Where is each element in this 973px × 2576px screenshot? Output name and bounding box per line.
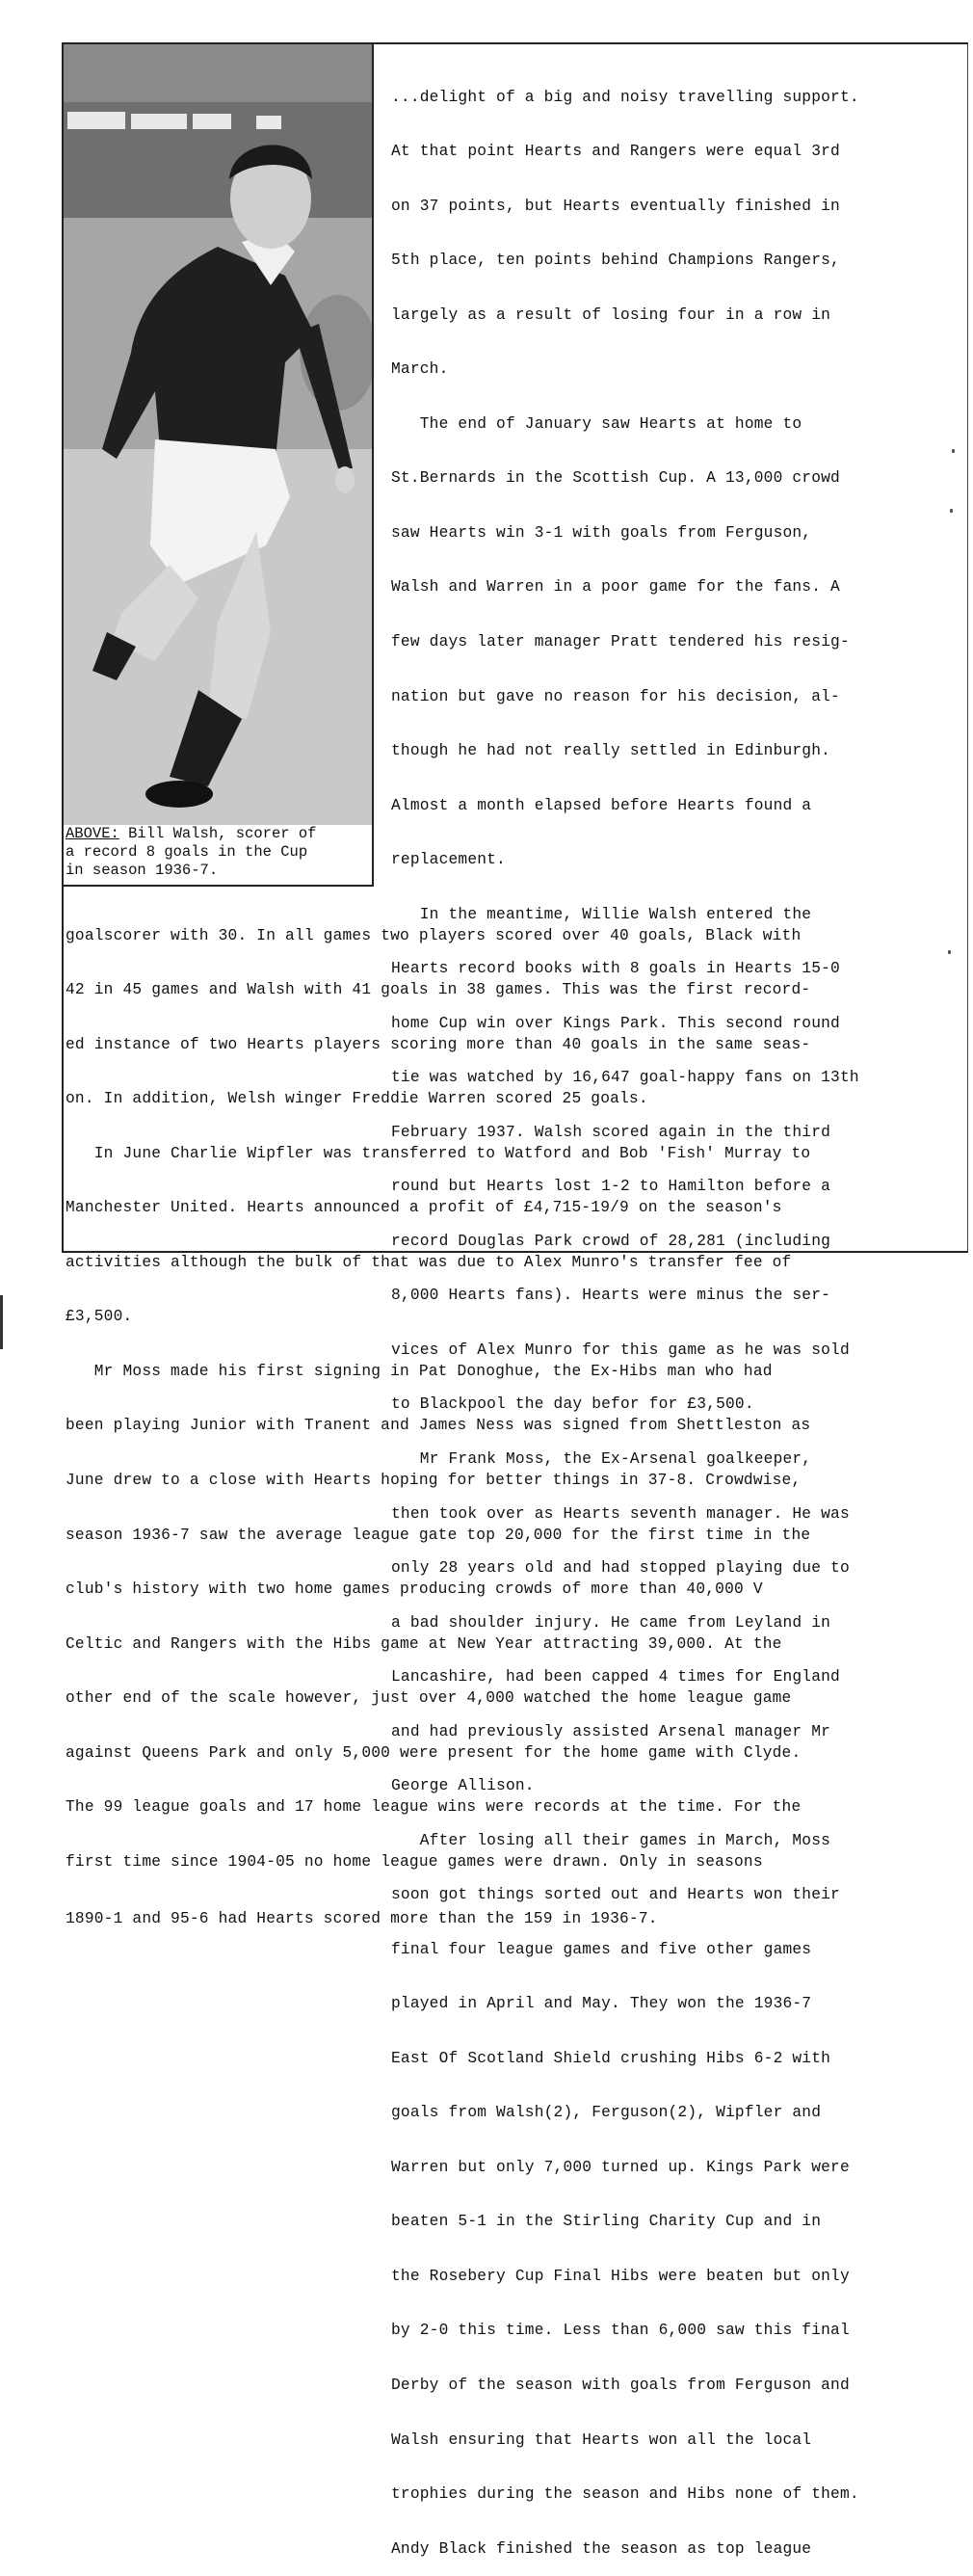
text-line: been playing Junior with Tranent and James Ness was signed from Shettleston as (66, 1417, 811, 1435)
text-line: The 99 league goals and 17 home league wins were records at the time. For the (66, 1798, 802, 1817)
text-line: goalscorer with 30. In all games two players scored over 40 goals, Black with (66, 926, 802, 944)
text-line: on. In addition, Welsh winger Freddie Warren scored 25 goals. (66, 1090, 648, 1108)
text-line: February 1937. Walsh scored again in the third (391, 1123, 831, 1141)
text-line: round but Hearts lost 1-2 to Hamilton before a (391, 1178, 831, 1196)
text-line: ...delight of a big and noisy travelling support. (391, 88, 859, 106)
text-line: 1890-1 and 95-6 had Hearts scored more than the 159 in 1936-7. (66, 1910, 658, 1928)
text-line: Lancashire, had been capped 4 times for England (391, 1668, 840, 1686)
caption-line-3: in season 1936-7. (66, 862, 219, 879)
text-line: home Cup win over Kings Park. This second round (391, 1014, 840, 1032)
text-line: After losing all their games in March, Moss (391, 1831, 831, 1849)
text-line: only 28 years old and had stopped playing due to (391, 1559, 850, 1578)
text-line: Derby of the season with goals from Ferguson and (391, 2377, 850, 2394)
text-line: replacement. (391, 851, 506, 869)
text-line: saw Hearts win 3-1 with goals from Ferguson, (391, 523, 812, 542)
text-line: The end of January saw Hearts at home to (391, 414, 802, 433)
text-line: Andy Black finished the season as top league (391, 2539, 812, 2558)
text-line: soon got things sorted out and Hearts won their (391, 1886, 840, 1904)
text-line: played in April and May. They won the 1936-7 (391, 1995, 812, 2013)
text-line: a bad shoulder injury. He came from Leyland in (391, 1613, 831, 1632)
text-line: by 2-0 this time. Less than 6,000 saw this final (391, 2322, 850, 2340)
text-line: first time since 1904-05 no home league games were drawn. Only in seasons (66, 1852, 763, 1871)
text-line: activities although the bulk of that was due to Alex Munro's transfer fee of (66, 1253, 792, 1271)
text-line: Mr Moss made his first signing in Pat Donoghue, the Ex-Hibs man who had (66, 1362, 773, 1380)
photo-caption (64, 825, 374, 887)
caption-label: ABOVE: (66, 825, 119, 842)
text-line: Warren but only 7,000 turned up. Kings Park were (391, 2158, 850, 2176)
text-line: nation but gave no reason for his decision, al- (391, 687, 840, 705)
page-speck (948, 950, 951, 954)
text-line: vices of Alex Munro for this game as he was sold (391, 1341, 850, 1359)
text-line: ed instance of two Hearts players scoring more than 40 goals in the same seas- (66, 1035, 811, 1053)
text-line: In June Charlie Wipfler was transferred to Watford and Bob 'Fish' Murray to (66, 1144, 811, 1162)
text-line: though he had not really settled in Edinburgh. (391, 742, 831, 760)
player-photo (64, 44, 374, 825)
player-photo-image (64, 44, 372, 825)
text-line: £3,500. (66, 1308, 133, 1326)
article-full-width (66, 890, 952, 1947)
text-line: largely as a result of losing four in a row in (391, 305, 831, 324)
text-line: then took over as Hearts seventh manager. He was (391, 1504, 850, 1523)
text-line: against Queens Park and only 5,000 were present for the home game with Clyde. (66, 1743, 802, 1762)
text-line: 5th place, ten points behind Champions Rangers, (391, 252, 840, 270)
text-line: 42 in 45 games and Walsh with 41 goals in 38 games. This was the first record- (66, 981, 811, 999)
text-line: Walsh and Warren in a poor game for the fans. A (391, 578, 840, 597)
text-line: goals from Walsh(2), Ferguson(2), Wipfler and (391, 2104, 822, 2122)
caption-line-1: Bill Walsh, scorer of (118, 825, 317, 842)
page-speck (950, 509, 953, 513)
text-line: March. (391, 360, 449, 379)
text-line: tie was watched by 16,647 goal-happy fans on 13th (391, 1069, 859, 1087)
text-line: few days later manager Pratt tendered his resig- (391, 633, 850, 651)
page-edge-mark (0, 1295, 3, 1349)
text-line: trophies during the season and Hibs none of them. (391, 2485, 859, 2504)
text-line: other end of the scale however, just over 4,000 watched the home league game (66, 1689, 792, 1708)
text-line: record Douglas Park crowd of 28,281 (including (391, 1232, 831, 1250)
text-line: club's history with two home games producing crowds of more than 40,000 V (66, 1580, 763, 1599)
text-line: Celtic and Rangers with the Hibs game at New Year attracting 39,000. At the (66, 1634, 782, 1653)
text-line: At that point Hearts and Rangers were equal 3rd (391, 143, 840, 161)
text-line: Hearts record books with 8 goals in Hearts 15-0 (391, 960, 840, 978)
text-line: final four league games and five other games (391, 1940, 812, 1958)
text-line: St.Bernards in the Scottish Cup. A 13,000 crowd (391, 469, 840, 488)
text-line: In the meantime, Willie Walsh entered the (391, 905, 812, 923)
text-line: Mr Frank Moss, the Ex-Arsenal goalkeeper, (391, 1449, 812, 1468)
page-speck (952, 449, 955, 453)
text-line: George Allison. (391, 1777, 535, 1795)
text-line: beaten 5-1 in the Stirling Charity Cup and in (391, 2213, 822, 2231)
text-line: to Blackpool the day befor for £3,500. (391, 1395, 754, 1414)
text-line: 8,000 Hearts fans). Hearts were minus the ser- (391, 1287, 831, 1305)
text-line: the Rosebery Cup Final Hibs were beaten but only (391, 2267, 850, 2285)
text-line: Almost a month elapsed before Hearts found a (391, 796, 812, 814)
caption-line-2: a record 8 goals in the Cup (66, 843, 308, 861)
text-line: June drew to a close with Hearts hoping for better things in 37-8. Crowdwise, (66, 1472, 802, 1489)
text-line: and had previously assisted Arsenal manager Mr (391, 1722, 831, 1740)
text-line: season 1936-7 saw the average league gate top 20,000 for the first time in the (66, 1526, 811, 1544)
text-line: Manchester United. Hearts announced a profit of £4,715-19/9 on the season's (66, 1199, 782, 1217)
text-line: East Of Scotland Shield crushing Hibs 6-2 with (391, 2049, 831, 2067)
text-line: Walsh ensuring that Hearts won all the local (391, 2430, 812, 2449)
text-line: on 37 points, but Hearts eventually finished in (391, 197, 840, 215)
